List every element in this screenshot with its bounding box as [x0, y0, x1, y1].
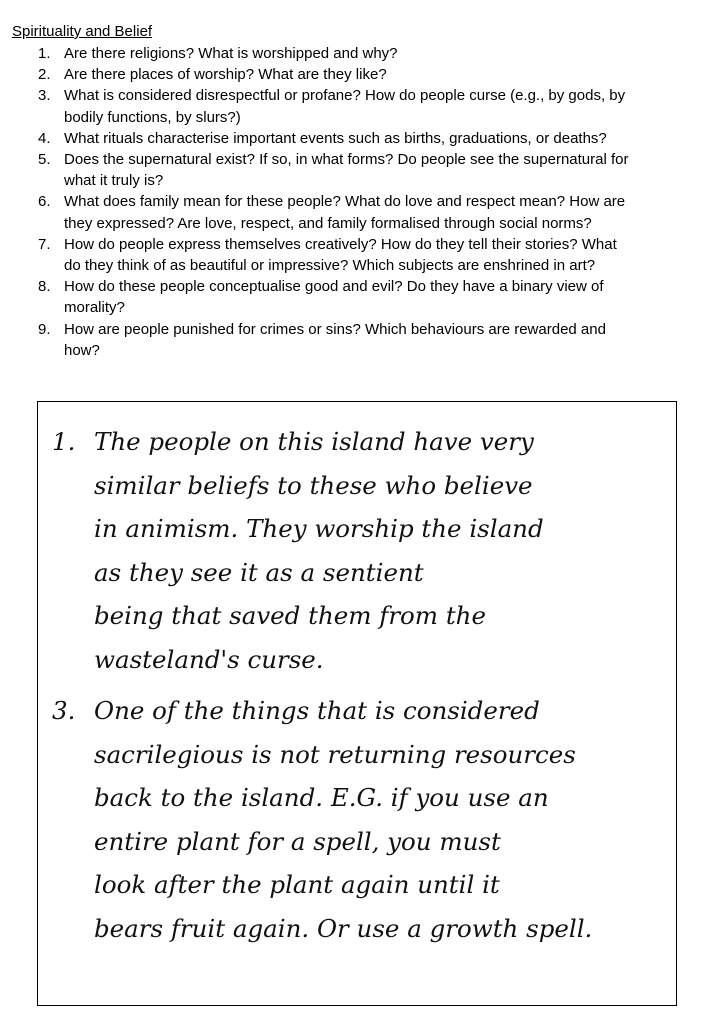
- question-text: [64, 319, 678, 361]
- answer-line: sacrilegious is not returning resources: [94, 739, 576, 769]
- answer-line: being that saved them from the: [94, 601, 486, 630]
- question-text: [64, 234, 678, 276]
- answer-line: as they see it as a sentient: [94, 557, 424, 587]
- section-heading: Spirituality and Belief: [12, 23, 153, 40]
- question-text: [64, 191, 678, 233]
- question-text: [64, 149, 678, 191]
- question-line: morality?: [64, 299, 125, 317]
- question-line: What does family mean for these people? What do love and respect mean? How are: [64, 193, 626, 211]
- answer-line: The people on this island have very: [94, 427, 534, 456]
- question-number: 5.: [38, 151, 51, 169]
- answer-line: look after the plant again until it: [94, 870, 500, 899]
- question-number: 7.: [38, 235, 51, 253]
- question-number: 9.: [38, 320, 51, 338]
- question-item: [38, 149, 678, 191]
- answer-line: similar beliefs to these who believe: [94, 470, 533, 500]
- question-line: How do these people conceptualise good and evil? Do they have a binary view of: [64, 278, 604, 296]
- question-item: [38, 85, 678, 127]
- question-line: How are people punished for crimes or sins? Which behaviours are rewarded and: [64, 320, 606, 338]
- question-line: bodily functions, by slurs?): [64, 108, 241, 126]
- answer-line: wasteland's curse.: [94, 644, 324, 674]
- question-number: 8.: [38, 278, 51, 296]
- question-number: 4.: [38, 129, 51, 147]
- question-item: [38, 191, 678, 233]
- answer-line: One of the things that is considered: [94, 696, 540, 725]
- handwritten-answers: [52, 420, 664, 950]
- question-line: Does the supernatural exist? If so, in what forms? Do people see the supernatural for: [64, 151, 629, 169]
- answer-line: in animism. They worship the island: [94, 514, 544, 543]
- question-number: 1.: [38, 45, 51, 62]
- answer-block: [52, 420, 664, 681]
- question-line: they expressed? Are love, respect, and family formalised through social norms?: [64, 214, 592, 232]
- question-item: [38, 276, 678, 318]
- question-text: [64, 128, 678, 149]
- question-item: [38, 234, 678, 276]
- question-number: 3.: [38, 87, 51, 105]
- question-line: do they think of as beautiful or impressive? Which subjects are enshrined in art?: [64, 257, 596, 275]
- answer-text: [94, 420, 544, 681]
- question-item: [38, 128, 678, 149]
- question-text: [64, 276, 678, 318]
- question-line: What is considered disrespectful or profane? How do people curse (e.g., by gods, by: [64, 87, 626, 105]
- question-item: [38, 319, 678, 361]
- question-text: [64, 64, 678, 85]
- question-item: [38, 64, 678, 85]
- answer-text: [94, 689, 592, 950]
- question-text: [64, 85, 678, 127]
- question-line: how?: [64, 341, 100, 359]
- question-item: [38, 43, 678, 64]
- answer-block: [52, 689, 664, 950]
- answer-line: entire plant for a spell, you must: [94, 826, 501, 856]
- question-line: what it truly is?: [64, 172, 164, 190]
- question-text: [64, 43, 678, 64]
- answer-line: back to the island. E.G. if you use an: [94, 783, 549, 812]
- answer-number: 3.: [52, 696, 76, 725]
- question-line: What rituals characterise important events such as births, graduations, or deaths?: [64, 129, 607, 147]
- question-line: Are there places of worship? What are they like?: [64, 66, 387, 84]
- question-list: [38, 43, 678, 361]
- answer-line: bears fruit again. Or use a growth spell.: [94, 913, 593, 943]
- handwritten-answer-box: [37, 401, 677, 1006]
- answer-number: 1.: [52, 427, 76, 456]
- question-line: How do people express themselves creatively? How do they tell their stories? What: [64, 235, 617, 253]
- question-number: 6.: [38, 193, 51, 211]
- question-number: 2.: [38, 66, 51, 84]
- question-line: Are there religions? What is worshipped and why?: [64, 45, 398, 62]
